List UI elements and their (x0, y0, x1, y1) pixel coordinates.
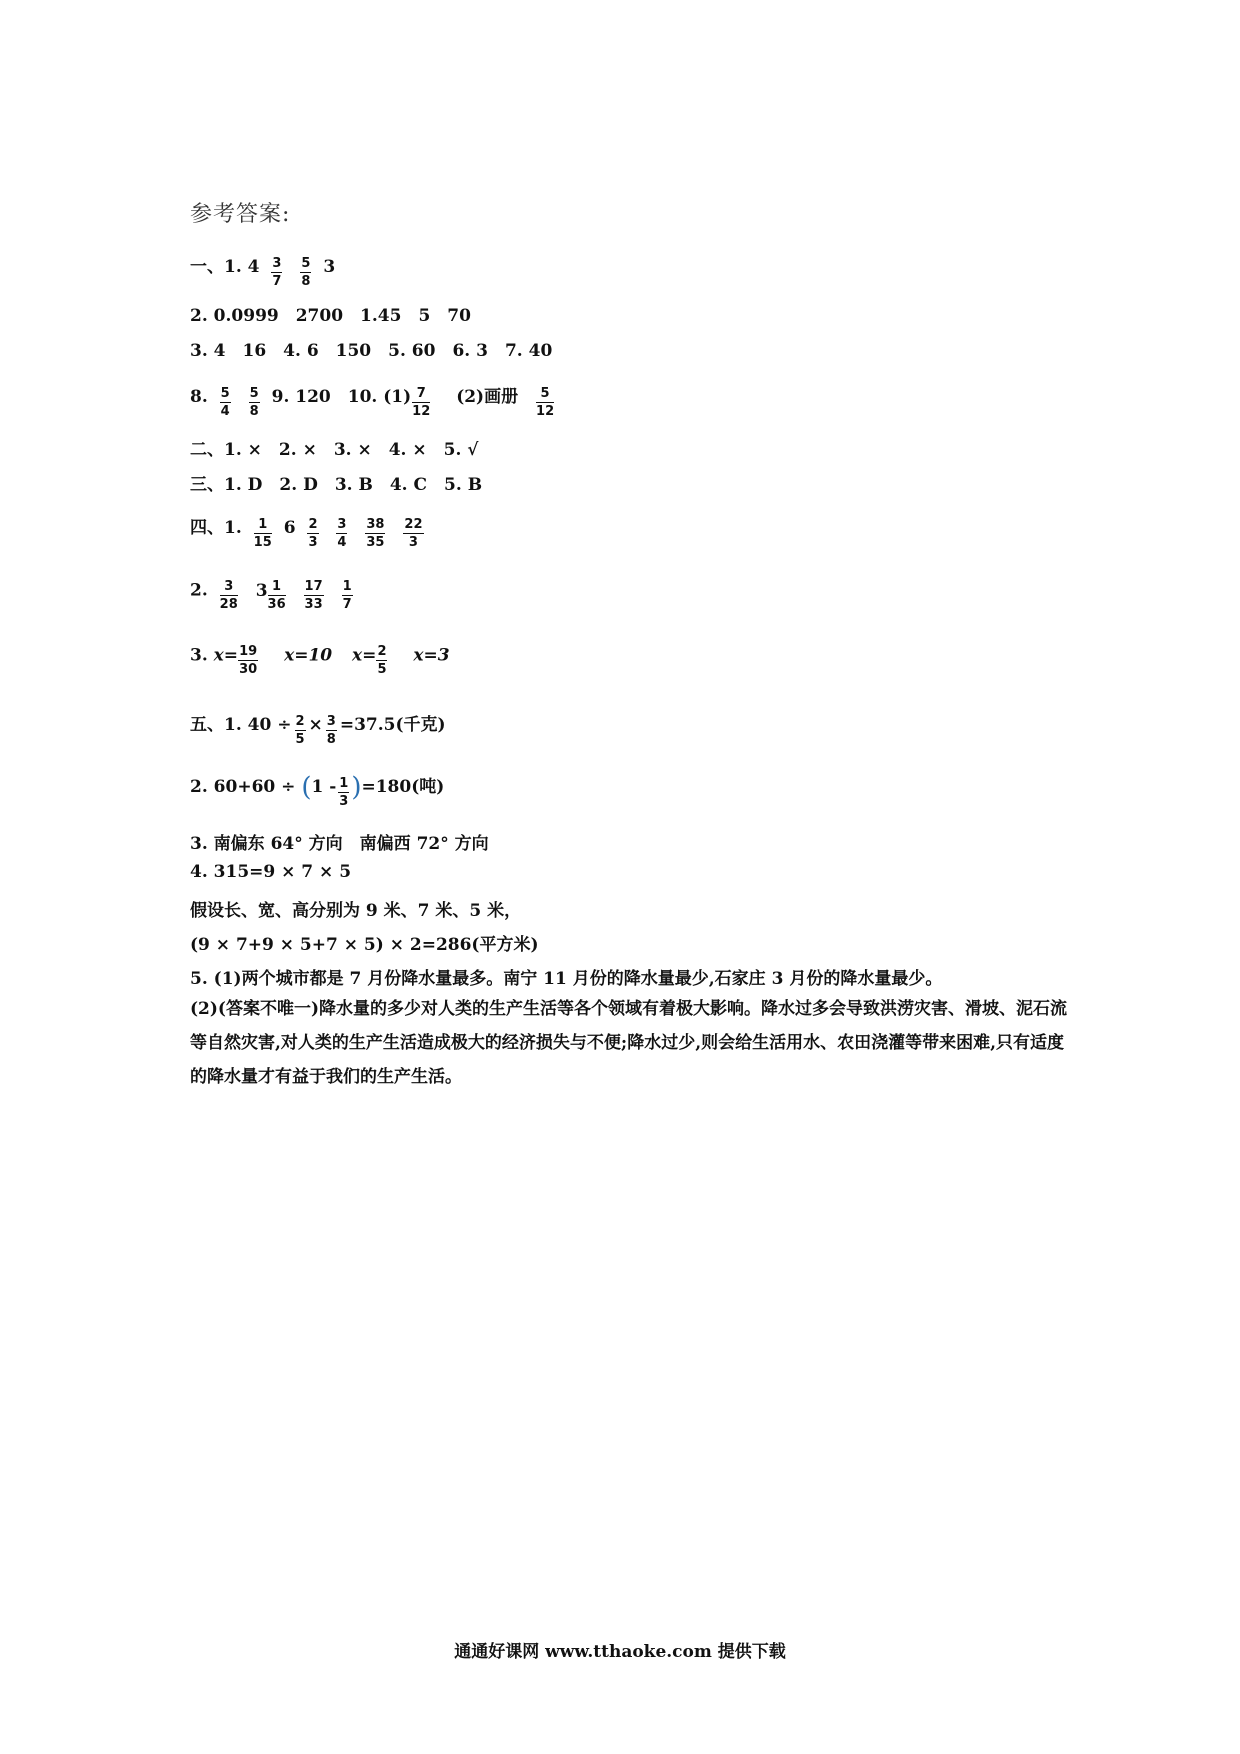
fraction: $\frac{2}{3}$ (308, 516, 318, 550)
answer-text: 1 - (311, 777, 337, 797)
answer-line-5-3: 3. 南偏东 64° 方向 南偏西 72° 方向 (190, 834, 489, 854)
fraction: $\frac{3}{28}$ (219, 579, 238, 612)
answer-text: x= (352, 645, 377, 666)
fraction: $\frac{2}{5}$ (377, 644, 387, 677)
answer-text: x= (213, 645, 239, 666)
answer-text: x=3 (413, 645, 450, 666)
answer-line-1-2: 2. 0.0999 2700 1.45 5 70 (190, 306, 471, 326)
answer-value: 3 (323, 257, 336, 277)
close-paren: ) (351, 772, 362, 803)
fraction: $\frac{3}{7}$ (272, 255, 282, 289)
footer-source: 通通好课网 www.tthaoke.com 提供下载 (454, 1642, 786, 1662)
answer-line-5-5: 假设长、宽、高分别为 9 米、7 米、5 米， (190, 901, 522, 921)
line-prefix: 3. (190, 645, 208, 666)
answer-line-3: 三、1. D 2. D 3. B 4. C 5. B (190, 475, 483, 495)
answer-line-1-3: 3. 4 16 4. 6 150 5. 60 6. 3 7. 40 (190, 341, 553, 361)
times-sign: × (308, 715, 323, 735)
fraction: $\frac{38}{35}$ (366, 516, 385, 550)
answer-text: =180(吨) (361, 777, 445, 797)
line-prefix: 2. (190, 580, 208, 601)
answer-line-5-2 (190, 772, 445, 809)
fraction: $\frac{19}{30}$ (239, 644, 258, 677)
answer-line-2: 二、1. × 2. × 3. × 4. × 5. √ (190, 440, 479, 460)
answer-line-1-1 (190, 252, 336, 289)
line-prefix: 8. (190, 387, 208, 407)
answer-line-5-1 (190, 710, 446, 747)
fraction: $\frac{7}{12}$ (412, 385, 431, 419)
answer-line-4-3 (190, 644, 450, 677)
fraction: $\frac{1}{15}$ (253, 516, 272, 550)
fraction: $\frac{17}{33}$ (304, 579, 323, 612)
answer-line-1-4 (190, 382, 560, 419)
answer-text: 9. 120 10. (1) (271, 387, 412, 407)
answer-text: x=10 (284, 645, 333, 666)
fraction: $\frac{1}{3}$ (339, 775, 349, 809)
fraction: $\frac{1}{36}$ (267, 579, 286, 612)
answer-paragraph-5-8: (2)(答案不唯一)降水量的多少对人类的生产生活等各个领域有着极大影响。降水过多会导致洪涝灾害、滑坡、泥石流等自然灾害,对人类的生产生活造成极大的经济损失与不便;降水过少,则会给生活用水、农田浇灌等带来困难,只有适度的降水量才有益于我们的生产生活。 (190, 999, 1068, 1087)
answer-value: 6 (283, 518, 296, 538)
answer-line-4-2 (190, 579, 359, 612)
fraction: $\frac{5}{4}$ (220, 385, 230, 419)
fraction: $\frac{1}{7}$ (342, 579, 352, 612)
answer-line-5-7: 5. (1)两个城市都是 7 月份降水量最多。南宁 11 月份的降水量最少,石家庄 3 月份的降水量最少。 (190, 969, 943, 989)
fraction: $\frac{3}{8}$ (326, 713, 336, 747)
fraction: $\frac{22}{3}$ (404, 516, 423, 550)
line-prefix: 一、1. 4 (190, 257, 260, 277)
fraction: $\frac{3}{4}$ (337, 516, 347, 550)
line-prefix: 2. 60+60 ÷ (190, 777, 296, 797)
open-paren: ( (301, 772, 312, 803)
page-heading: 参考答案: (190, 202, 291, 227)
answer-text: =37.5(千克) (339, 715, 446, 735)
fraction: $\frac{5}{8}$ (301, 255, 311, 289)
fraction: $\frac{5}{12}$ (536, 385, 555, 419)
answer-line-4-1 (190, 513, 430, 550)
answer-line-5-4: 4. 315=9 × 7 × 5 (190, 862, 352, 882)
answer-value: 3 (255, 580, 268, 601)
line-prefix: 四、1. (190, 518, 242, 538)
answer-line-5-6: (9 × 7+9 × 5+7 × 5) × 2=286(平方米) (190, 935, 539, 955)
line-prefix: 五、1. 40 ÷ (190, 715, 292, 735)
fraction: $\frac{5}{8}$ (249, 385, 259, 419)
answer-text: (2)画册 (456, 387, 519, 407)
fraction: $\frac{2}{5}$ (295, 713, 305, 747)
